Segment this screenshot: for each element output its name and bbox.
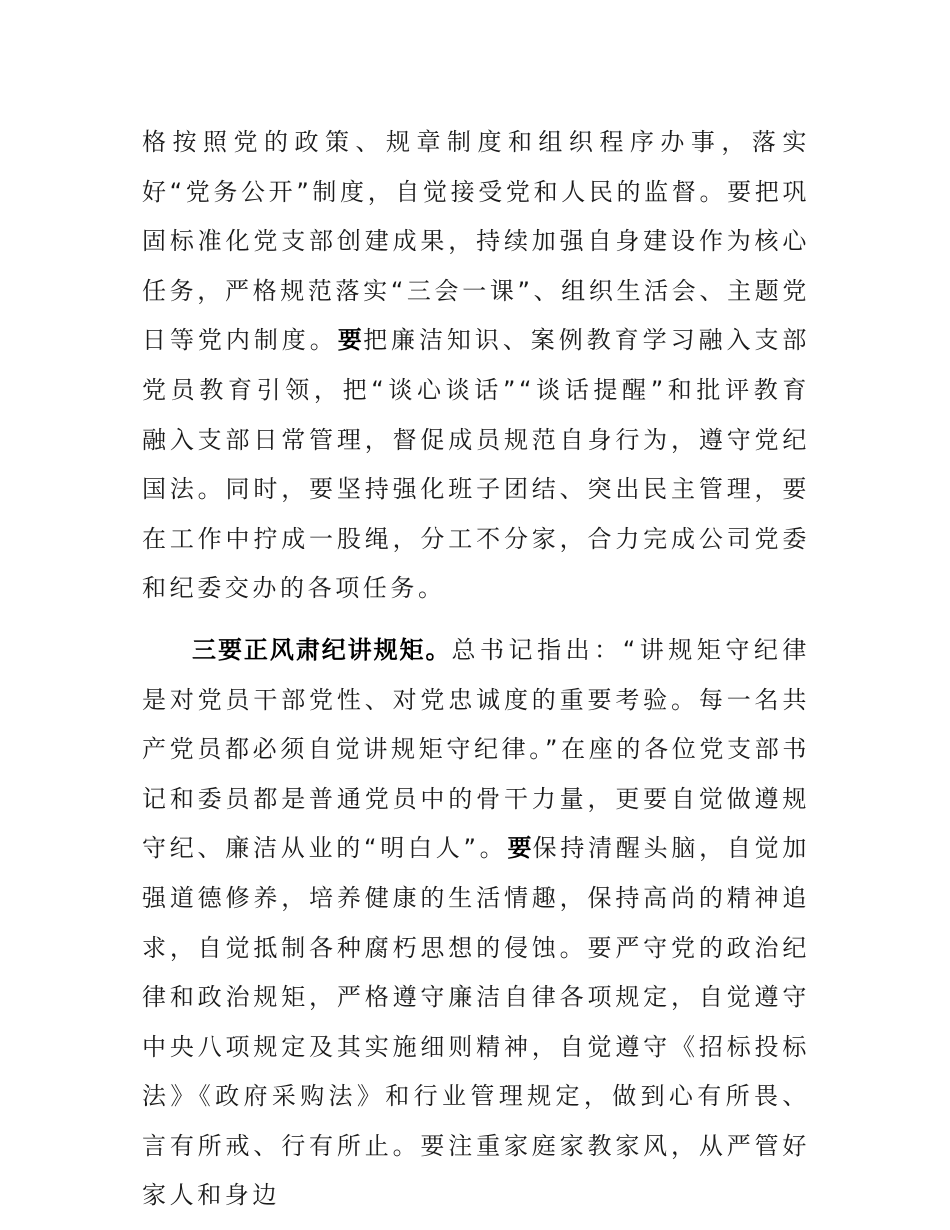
paragraph-2	[142, 626, 810, 1221]
paragraph-1-text-2: 把廉洁知识、案例教育学习融入支部党员教育引领，把“谈心谈话”“谈话提醒”和批评教育融入支部日常管理，督促成员规范自身行为，遵守党纪国法。同时，要坚持强化班子团结、突出民主管理，要在工作中拧成一股绳，分工不分家，合力完成公司党委和纪委交办的各项任务。	[142, 326, 811, 603]
paragraph-1	[142, 118, 810, 614]
section-heading: 三要正风肃纪讲规矩。	[192, 635, 452, 664]
paragraph-2-text-1: 总书记指出：“讲规矩守纪律是对党员干部党性、对党忠诚度的重要考验。每一名共产党员都必须自觉讲规矩守纪律。”在座的各位党支部书记和委员都是普通党员中的骨干力量，更要自觉做遵规守纪、廉洁从业的“明白人”。	[142, 635, 811, 863]
paragraph-2-bold-keyword: 要	[507, 834, 533, 863]
document-page	[142, 118, 810, 1221]
paragraph-1-bold-keyword: 要	[337, 326, 364, 355]
paragraph-1-text-1: 格按照党的政策、规章制度和组织程序办事，落实好“党务公开”制度，自觉接受党和人民的监督。要把巩固标准化党支部创建成果，持续加强自身建设作为核心任务，严格规范落实“三会一课”、组织生活会、主题党日等党内制度。	[142, 128, 810, 355]
paragraph-2-text-2: 保持清醒头脑，自觉加强道德修养，培养健康的生活情趣，保持高尚的精神追求，自觉抵制各种腐朽思想的侵蚀。要严守党的政治纪律和政治规矩，严格遵守廉洁自律各项规定，自觉遵守中央八项规定及其实施细则精神，自觉遵守《招标投标法》《政府采购法》和行业管理规定，做到心有所畏、言有所戒、行有所止。要注重家庭家教家风，从严管好家人和身边	[142, 834, 810, 1210]
